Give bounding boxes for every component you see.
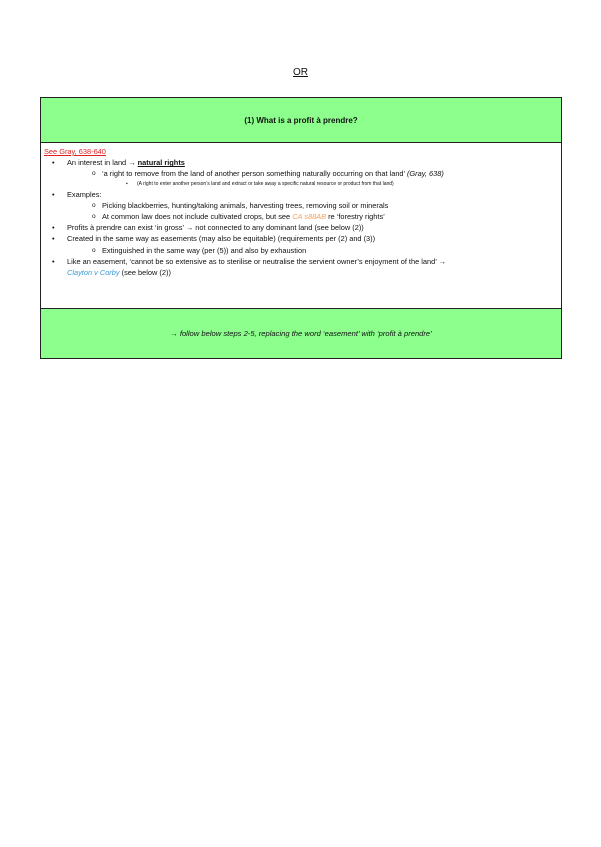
- extinguished-text: Extinguished in the same way (per (5)) and also by exhaustion: [102, 245, 307, 255]
- created-text: Created in the same way as easements (may also be equitable) (requirements per (2) and (3)): [67, 234, 376, 244]
- box-body: [41, 143, 561, 310]
- explanation-text: (A right to enter another person’s land and extract or take away a specific natural resource or product from that land): [137, 180, 394, 187]
- sub-bullet-examples-list: [44, 200, 555, 211]
- bullet-examples: [44, 189, 555, 200]
- box-footer-instruction: → follow below steps 2-5, replacing the word ‘easement’ with ‘profit à prendre’: [41, 308, 561, 358]
- examples-list-text: Picking blackberries, hunting/taking animals, harvesting trees, removing soil or minerals: [102, 200, 389, 210]
- see-below-text: (see below (2)): [119, 268, 171, 278]
- or-heading: OR: [293, 67, 308, 78]
- in-gross-text: Profits à prendre can exist ‘in gross’ → not connected to any dominant land (see below (2)): [67, 223, 364, 233]
- bullet-like-easement-continued: [44, 267, 555, 278]
- natural-rights-emphasis: natural rights: [137, 158, 185, 168]
- ca-s88ab-citation: CA s88AB: [292, 212, 327, 222]
- sub-bullet-extinguished: [44, 245, 555, 256]
- gray-reference-link[interactable]: See Gray, 638-640: [44, 147, 106, 156]
- forestry-rights-text: re ‘forestry rights’: [326, 212, 385, 222]
- box-title: (1) What is a profit à prendre?: [41, 98, 561, 143]
- clayton-v-corby-citation: Clayton v Corby: [67, 268, 120, 278]
- common-law-text: At common law does not include cultivated crops, but see: [102, 212, 293, 222]
- profit-a-prendre-box: [40, 97, 562, 359]
- bullet-interest-in-land: [44, 157, 555, 168]
- gray-citation: (Gray, 638): [406, 169, 444, 179]
- bullet-like-easement: [44, 256, 555, 267]
- bullet-text: An interest in land →: [67, 158, 138, 168]
- definition-quote: ‘a right to remove from the land of another person something naturally occurring on that land’: [102, 169, 407, 179]
- sub-bullet-common-law: [44, 211, 555, 222]
- examples-label: Examples:: [67, 189, 102, 199]
- sub-bullet-definition: [44, 168, 555, 179]
- bullet-in-gross: [44, 222, 555, 233]
- bullet-created: [44, 233, 555, 244]
- reference-line: [44, 146, 555, 157]
- sub-sub-bullet-explanation: [44, 180, 555, 189]
- like-easement-text: Like an easement, ‘cannot be so extensive as to sterilise or neutralise the servient owner’s enjoyment of the land’ →: [67, 256, 447, 266]
